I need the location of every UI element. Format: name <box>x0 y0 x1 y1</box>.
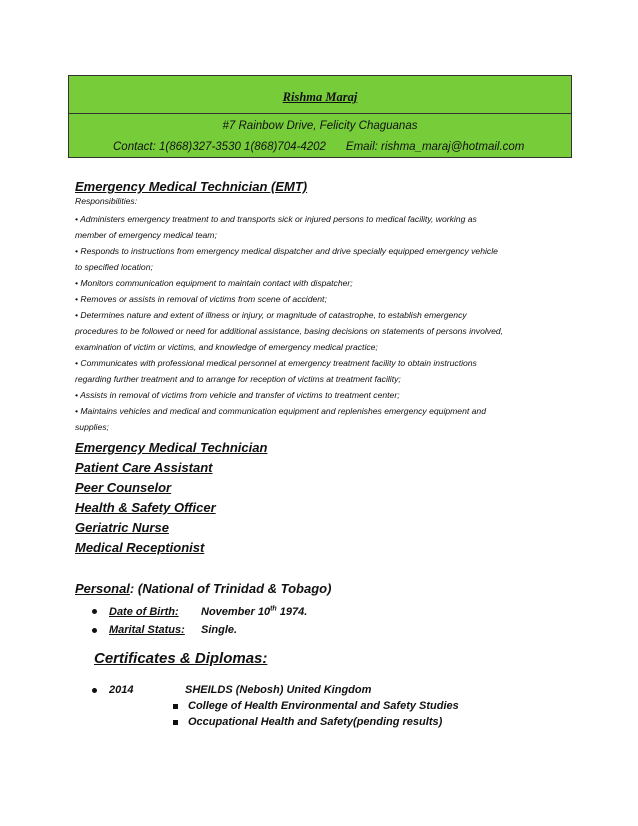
experience-item: Medical Receptionist <box>75 540 205 555</box>
square-bullet-icon <box>173 720 178 725</box>
experience-item: Health & Safety Officer <box>75 500 216 515</box>
bullet-icon <box>92 688 97 693</box>
experience-list <box>75 438 267 558</box>
responsibility-line: • Maintains vehicles and medical and communication equipment and replenishes emergency equipment and <box>75 406 486 416</box>
responsibility-line: to specified location; <box>75 262 153 272</box>
header-divider <box>69 113 571 114</box>
marital-value: Single. <box>201 624 238 636</box>
responsibility-line: examination of victim or victims, and knowledge of emergency medical practice; <box>75 342 378 352</box>
responsibility-line: • Responds to instructions from emergency medical dispatcher and drive specially equipped emergency vehicle <box>75 246 498 256</box>
address-line: #7 Rainbow Drive, Felicity Chaguanas <box>222 120 418 132</box>
responsibility-line: • Administers emergency treatment to and transports sick or injured persons to medical facility, working as <box>75 214 477 224</box>
responsibility-line: member of emergency medical team; <box>75 230 217 240</box>
responsibility-line: regarding further treatment and to arrange for reception of victims at treatment facility; <box>75 374 401 384</box>
responsibility-line: • Removes or assists in removal of victims from scene of accident; <box>75 294 327 304</box>
certificate-subitem: College of Health Environmental and Safety Studies <box>173 700 459 712</box>
responsibility-line: • Monitors communication equipment to maintain contact with dispatcher; <box>75 278 353 288</box>
marital-row <box>92 624 237 636</box>
responsibility-line: • Communicates with professional medical personnel at emergency treatment facility to obtain instructions <box>75 358 477 368</box>
responsibilities-list <box>75 211 570 435</box>
responsibilities-label: Responsibilities: <box>75 196 138 206</box>
certificate-row <box>92 684 371 696</box>
dob-row <box>92 605 307 618</box>
certificate-main: SHEILDS (Nebosh) United Kingdom <box>185 684 372 696</box>
job-title: Emergency Medical Technician (EMT) <box>75 179 308 194</box>
square-bullet-icon <box>173 704 178 709</box>
header-block <box>68 75 572 158</box>
contact-line <box>113 141 524 153</box>
certificates-heading: Certificates & Diplomas: <box>94 650 268 667</box>
experience-item: Geriatric Nurse <box>75 520 169 535</box>
bullet-icon <box>92 628 97 633</box>
responsibility-line: • Determines nature and extent of illness or injury, or magnitude of catastrophe, to establish emergency <box>75 310 467 320</box>
personal-label: Personal <box>75 581 130 596</box>
personal-heading <box>75 581 331 596</box>
responsibility-line: • Assists in removal of victims from vehicle and transfer of victims to treatment center; <box>75 390 400 400</box>
responsibility-line: procedures to be followed or need for additional assistance, basing decisions on statements of persons involved, <box>75 326 504 336</box>
phone-numbers: Contact: 1(868)327-3530 1(868)704-4202 <box>113 141 326 153</box>
email-address: Email: rishma_maraj@hotmail.com <box>345 141 525 153</box>
dob-label: Date of Birth: <box>109 605 179 618</box>
marital-label: Marital Status: <box>109 624 185 636</box>
bullet-icon <box>92 609 97 614</box>
candidate-name: Rishma Maraj <box>282 90 358 104</box>
certificate-year: 2014 <box>109 684 134 696</box>
experience-item: Peer Counselor <box>75 480 172 495</box>
certificate-subitem: Occupational Health and Safety(pending results) <box>173 716 442 728</box>
dob-value: November 10th 1974. <box>201 605 308 618</box>
experience-item: Patient Care Assistant <box>75 460 213 475</box>
experience-item: Emergency Medical Technician <box>75 440 268 455</box>
responsibility-line: supplies; <box>75 422 109 432</box>
nationality: : (National of Trinidad & Tobago) <box>129 581 332 596</box>
